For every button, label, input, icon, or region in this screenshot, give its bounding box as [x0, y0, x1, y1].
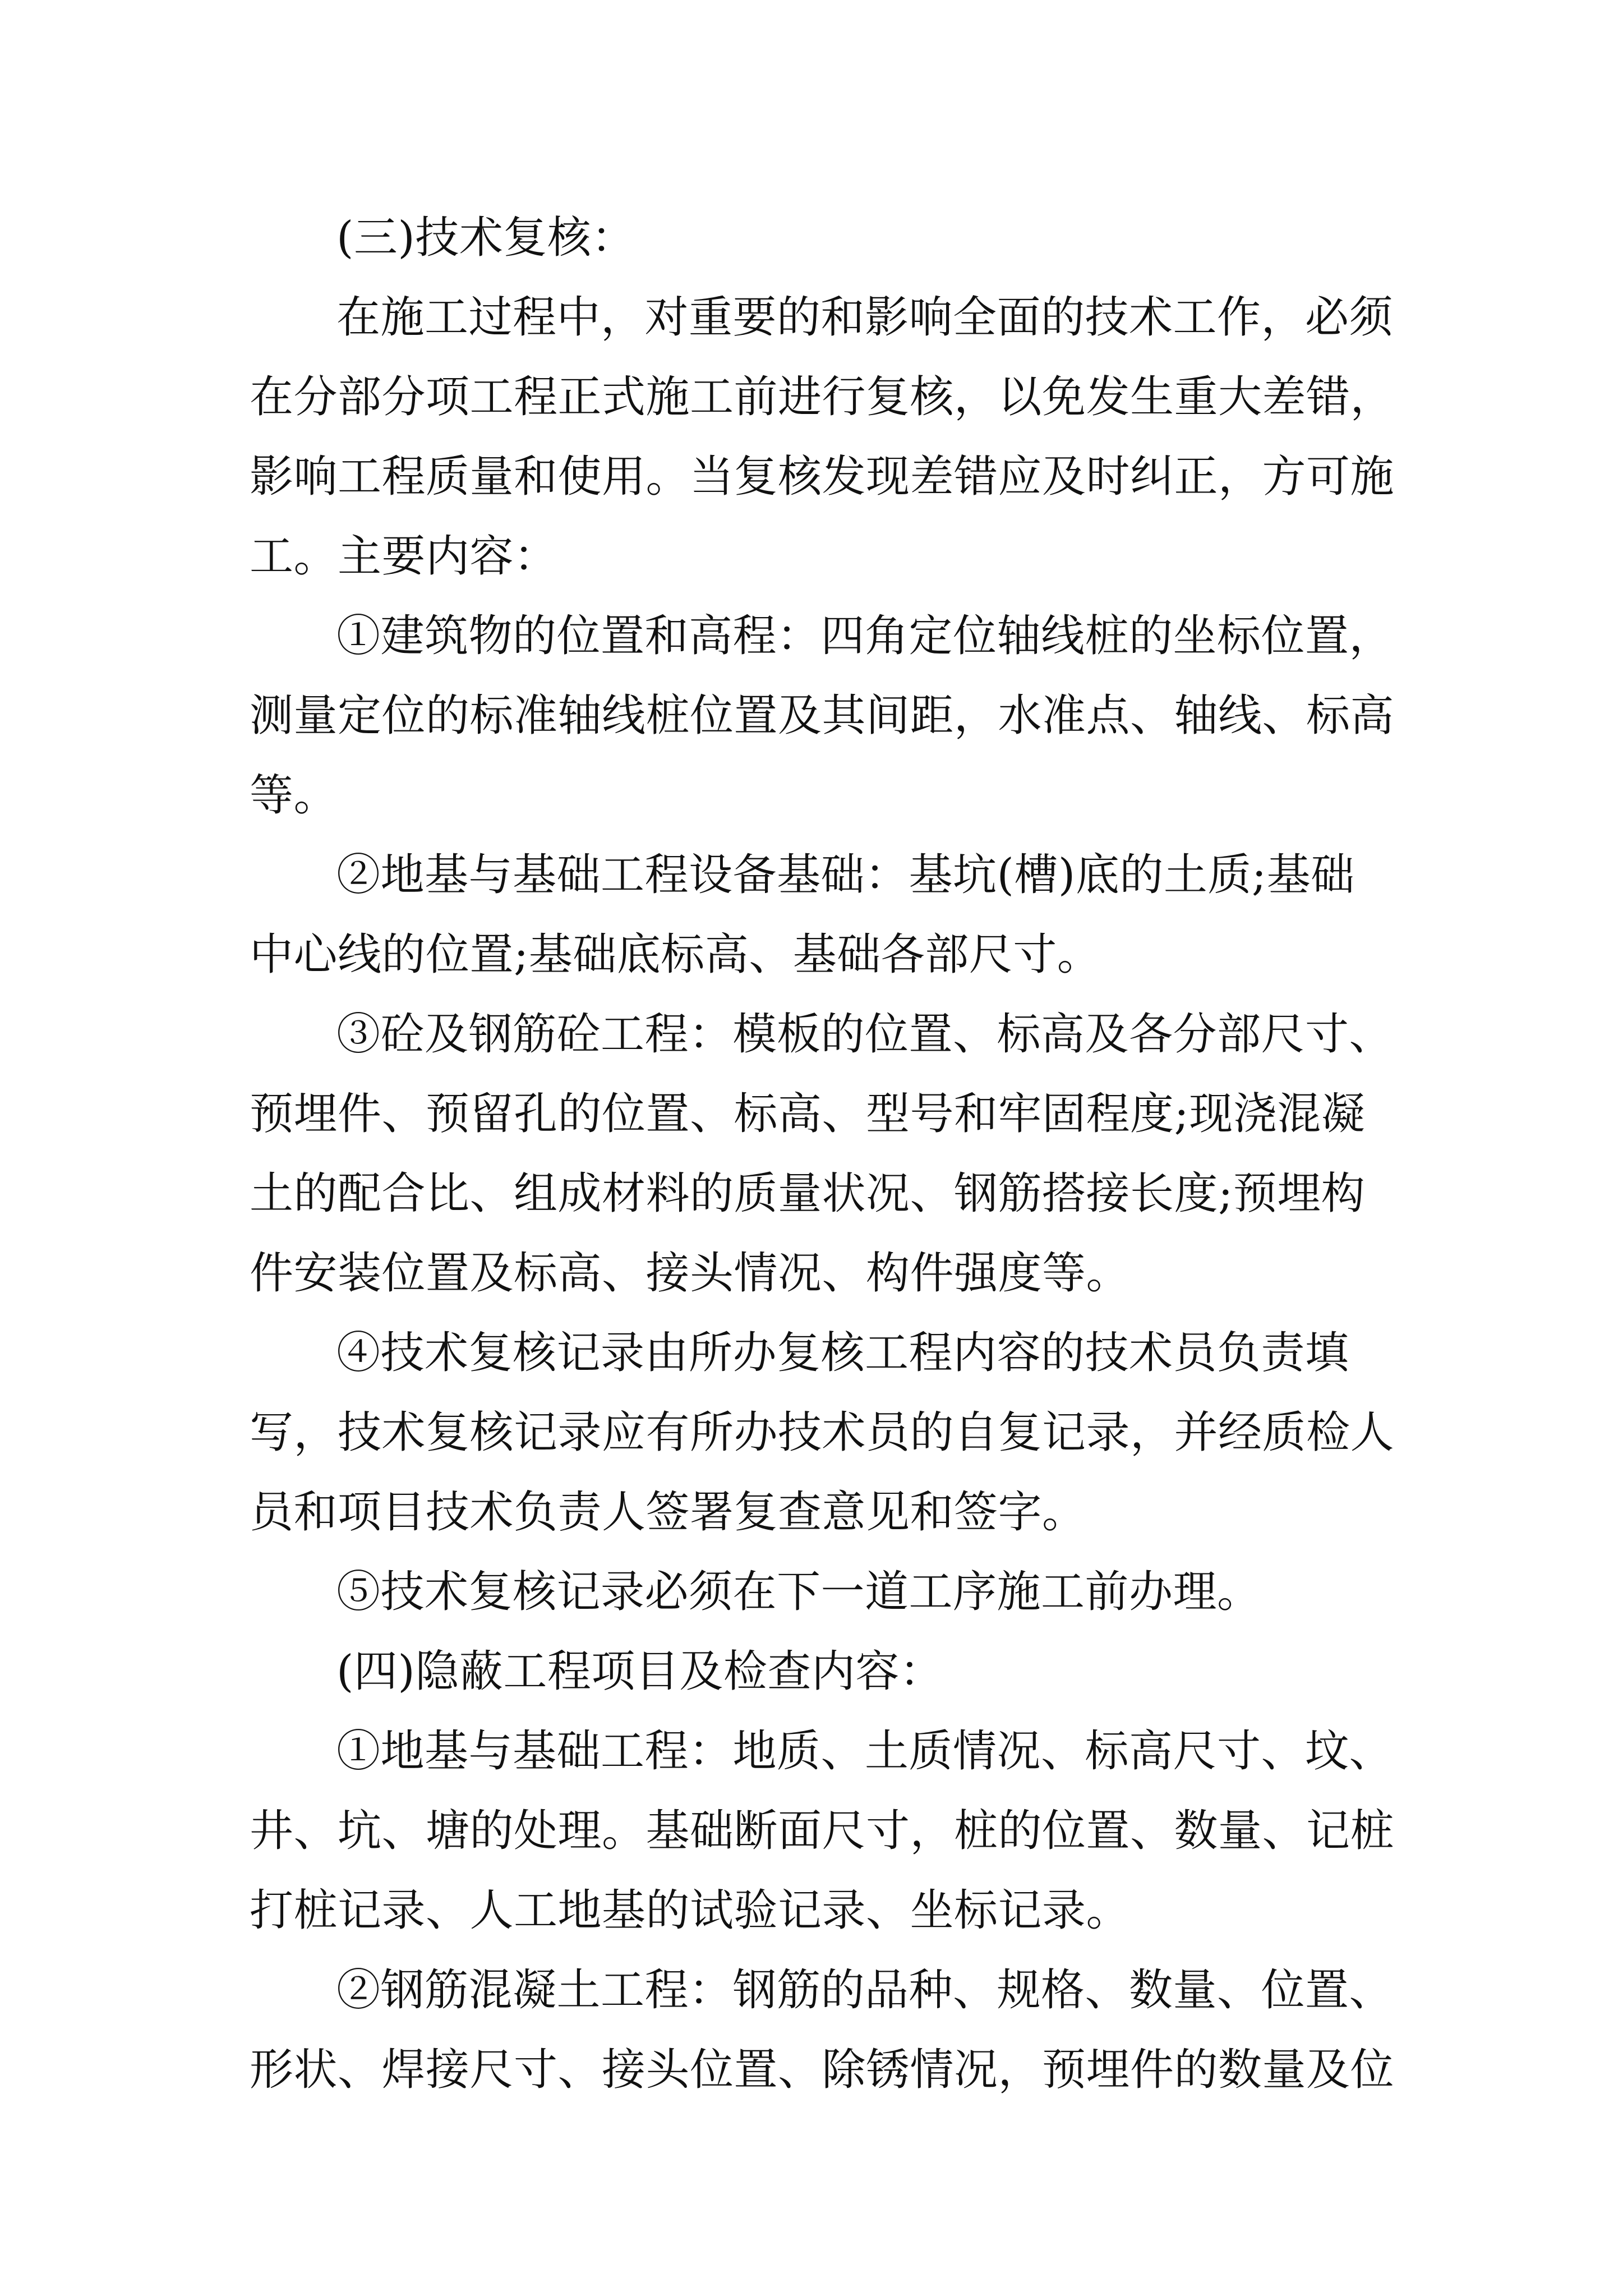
paragraph-line: ③砼及钢筋砼工程：模板的位置、标高及各分部尺寸、 [336, 1009, 1394, 1060]
paragraph-line: ⑤技术复核记录必须在下一道工序施工前办理。 [336, 1567, 1261, 1617]
paragraph-line: ②地基与基础工程设备基础：基坑(槽)底的土质;基础 [336, 850, 1355, 900]
paragraph-line: 写，技术复核记录应有所办技术员的自复记录，并经质检人 [250, 1407, 1395, 1458]
paragraph-line: 影响工程质量和使用。当复核发现差错应及时纠正，方可施 [250, 452, 1395, 502]
paragraph-line: ④技术复核记录由所办复核工程内容的技术员负责填 [336, 1328, 1349, 1378]
paragraph-line: 中心线的位置;基础底标高、基础各部尺寸。 [250, 930, 1101, 980]
paragraph-line: 在分部分项工程正式施工前进行复核，以免发生重大差错， [250, 372, 1395, 422]
paragraph-line: 井、坑、塘的处理。基础断面尺寸，桩的位置、数量、记桩 [250, 1806, 1395, 1856]
paragraph-line: 等。 [250, 770, 338, 821]
paragraph-line: ①地基与基础工程：地质、土质情况、标高尺寸、坟、 [336, 1726, 1394, 1777]
paragraph-line: ②钢筋混凝土工程：钢筋的品种、规格、数量、位置、 [336, 1965, 1394, 2016]
paragraph-line: 土的配合比、组成材料的质量状况、钢筋搭接长度;预埋构 [250, 1168, 1366, 1219]
paragraph-line: 在施工过程中，对重要的和影响全面的技术工作，必须 [336, 292, 1394, 343]
section-heading-concealed-works: (四)隐蔽工程项目及检查内容： [336, 1646, 944, 1697]
paragraph-line: 形状、焊接尺寸、接头位置、除锈情况，预埋件的数量及位 [250, 2045, 1395, 2095]
paragraph-line: 工。主要内容： [250, 531, 558, 582]
paragraph-line: 员和项目技术负责人签署复查意见和签字。 [250, 1487, 1086, 1538]
section-heading-technical-review: (三)技术复核： [336, 213, 635, 263]
paragraph-line: 测量定位的标准轴线桩位置及其间距，水准点、轴线、标高 [250, 691, 1395, 741]
paragraph-line: 件安装位置及标高、接头情况、构件强度等。 [250, 1248, 1131, 1299]
paragraph-line: 打桩记录、人工地基的试验记录、坐标记录。 [250, 1885, 1131, 1936]
paragraph-line: ①建筑物的位置和高程：四角定位轴线桩的坐标位置， [336, 611, 1394, 661]
paragraph-line: 预埋件、预留孔的位置、标高、型号和牢固程度;现浇混凝 [250, 1089, 1366, 1139]
